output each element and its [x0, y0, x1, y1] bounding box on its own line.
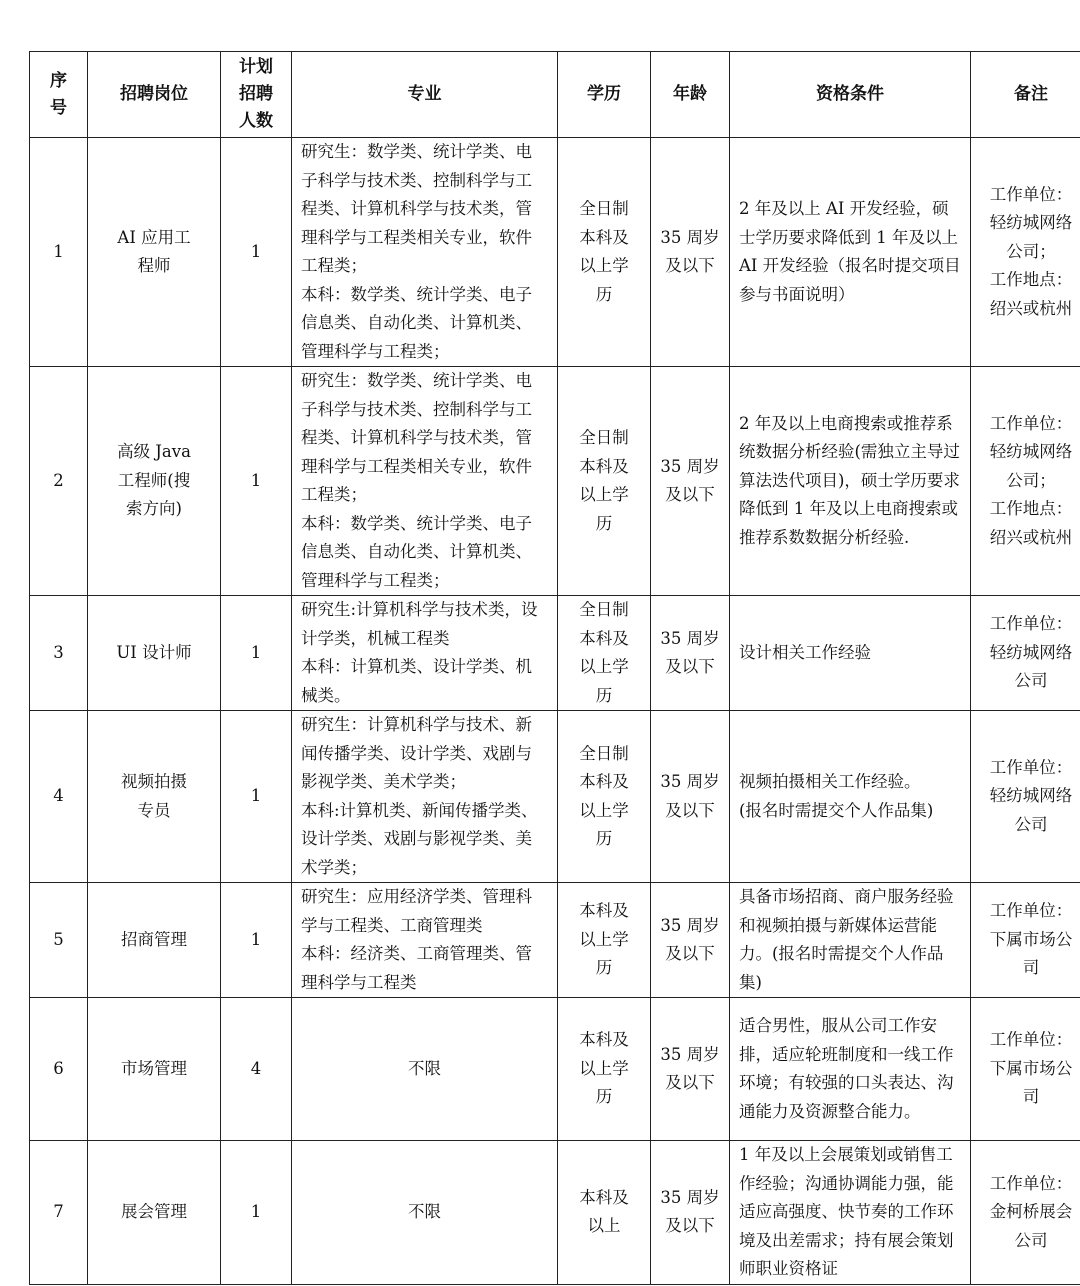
header-position: 招聘岗位 [88, 52, 221, 138]
table-row [30, 883, 1080, 998]
cell-age: 35 周岁 及以下 [651, 883, 730, 998]
cell-education: 本科及 以上学 历 [558, 998, 651, 1141]
cell-education: 全日制 本科及 以上学 历 [558, 367, 651, 596]
cell-qualification: 适合男性，服从公司工作安排，适应轮班制度和一线工作环境；有较强的口头表达、沟通能力及资源整合能力。 [730, 998, 971, 1141]
cell-count: 1 [221, 883, 292, 998]
header-age: 年龄 [651, 52, 730, 138]
cell-age: 35 周岁 及以下 [651, 1141, 730, 1285]
cell-position: UI 设计师 [88, 596, 221, 711]
cell-note: 工作单位： 轻纺城网络 公司 [971, 711, 1080, 883]
cell-qualification: 具备市场招商、商户服务经验和视频拍摄与新媒体运营能力。(报名时需提交个人作品集) [730, 883, 971, 998]
cell-seq: 5 [30, 883, 88, 998]
cell-qualification: 2 年及以上 AI 开发经验，硕士学历要求降低到 1 年及以上 AI 开发经验（报名时提交项目参与书面说明） [730, 138, 971, 367]
cell-education: 全日制 本科及 以上学 历 [558, 138, 651, 367]
cell-position: 视频拍摄 专员 [88, 711, 221, 883]
header-major: 专业 [292, 52, 558, 138]
table-row [30, 998, 1080, 1141]
cell-note: 工作单位： 下属市场公 司 [971, 998, 1080, 1141]
cell-note: 工作单位： 轻纺城网络 公司 [971, 596, 1080, 711]
cell-major: 研究生：数学类、统计学类、电子科学与技术类、控制科学与工程类、计算机科学与技术类，管理科学与工程类相关专业，软件工程类； 本科：数学类、统计学类、电子信息类、自动化类、计算机类、管理科学与工程类； [292, 367, 558, 596]
cell-qualification: 设计相关工作经验 [730, 596, 971, 711]
cell-education: 本科及 以上学 历 [558, 883, 651, 998]
cell-age: 35 周岁 及以下 [651, 138, 730, 367]
cell-position: AI 应用工 程师 [88, 138, 221, 367]
cell-count: 1 [221, 711, 292, 883]
cell-qualification: 2 年及以上电商搜索或推荐系统数据分析经验(需独立主导过算法迭代项目)，硕士学历要求降低到 1 年及以上电商搜索或推荐系数数据分析经验. [730, 367, 971, 596]
table-row [30, 138, 1080, 367]
cell-major: 不限 [292, 998, 558, 1141]
table-row [30, 1141, 1080, 1285]
header-qualification: 资格条件 [730, 52, 971, 138]
cell-seq: 3 [30, 596, 88, 711]
table-row [30, 367, 1080, 596]
cell-note: 工作单位： 轻纺城网络 公司； 工作地点： 绍兴或杭州 [971, 138, 1080, 367]
header-seq: 序 号 [30, 52, 88, 138]
cell-age: 35 周岁 及以下 [651, 998, 730, 1141]
table-row [30, 596, 1080, 711]
cell-position: 市场管理 [88, 998, 221, 1141]
cell-education: 全日制 本科及 以上学 历 [558, 596, 651, 711]
header-education: 学历 [558, 52, 651, 138]
cell-position: 高级 Java 工程师(搜 索方向) [88, 367, 221, 596]
cell-count: 1 [221, 1141, 292, 1285]
cell-age: 35 周岁 及以下 [651, 711, 730, 883]
cell-age: 35 周岁 及以下 [651, 596, 730, 711]
cell-position: 展会管理 [88, 1141, 221, 1285]
cell-seq: 6 [30, 998, 88, 1141]
cell-major: 研究生：应用经济学类、管理科学与工程类、工商管理类 本科：经济类、工商管理类、管理科学与工程类 [292, 883, 558, 998]
cell-major: 不限 [292, 1141, 558, 1285]
header-note: 备注 [971, 52, 1080, 138]
cell-major: 研究生：数学类、统计学类、电子科学与技术类、控制科学与工程类、计算机科学与技术类，管理科学与工程类相关专业，软件工程类； 本科：数学类、统计学类、电子信息类、自动化类、计算机类、管理科学与工程类； [292, 138, 558, 367]
cell-note: 工作单位： 金柯桥展会 公司 [971, 1141, 1080, 1285]
cell-qualification: 1 年及以上会展策划或销售工作经验；沟通协调能力强，能适应高强度、快节奏的工作环境及出差需求；持有展会策划师职业资格证 [730, 1141, 971, 1285]
cell-major: 研究生：计算机科学与技术、新闻传播学类、设计学类、戏剧与影视学类、美术学类； 本科:计算机类、新闻传播学类、设计学类、戏剧与影视学类、美术学类； [292, 711, 558, 883]
cell-seq: 1 [30, 138, 88, 367]
cell-note: 工作单位： 下属市场公 司 [971, 883, 1080, 998]
cell-seq: 4 [30, 711, 88, 883]
cell-count: 1 [221, 367, 292, 596]
cell-major: 研究生:计算机科学与技术类，设计学类，机械工程类 本科：计算机类、设计学类、机械类。 [292, 596, 558, 711]
cell-count: 4 [221, 998, 292, 1141]
cell-seq: 7 [30, 1141, 88, 1285]
cell-qualification: 视频拍摄相关工作经验。 (报名时需提交个人作品集) [730, 711, 971, 883]
cell-count: 1 [221, 138, 292, 367]
header-count: 计划 招聘 人数 [221, 52, 292, 138]
cell-education: 本科及 以上 [558, 1141, 651, 1285]
cell-count: 1 [221, 596, 292, 711]
cell-age: 35 周岁 及以下 [651, 367, 730, 596]
cell-seq: 2 [30, 367, 88, 596]
table-row [30, 711, 1080, 883]
cell-education: 全日制 本科及 以上学 历 [558, 711, 651, 883]
cell-position: 招商管理 [88, 883, 221, 998]
header-row [30, 52, 1080, 138]
recruitment-table [29, 51, 1080, 1285]
cell-note: 工作单位： 轻纺城网络 公司； 工作地点： 绍兴或杭州 [971, 367, 1080, 596]
